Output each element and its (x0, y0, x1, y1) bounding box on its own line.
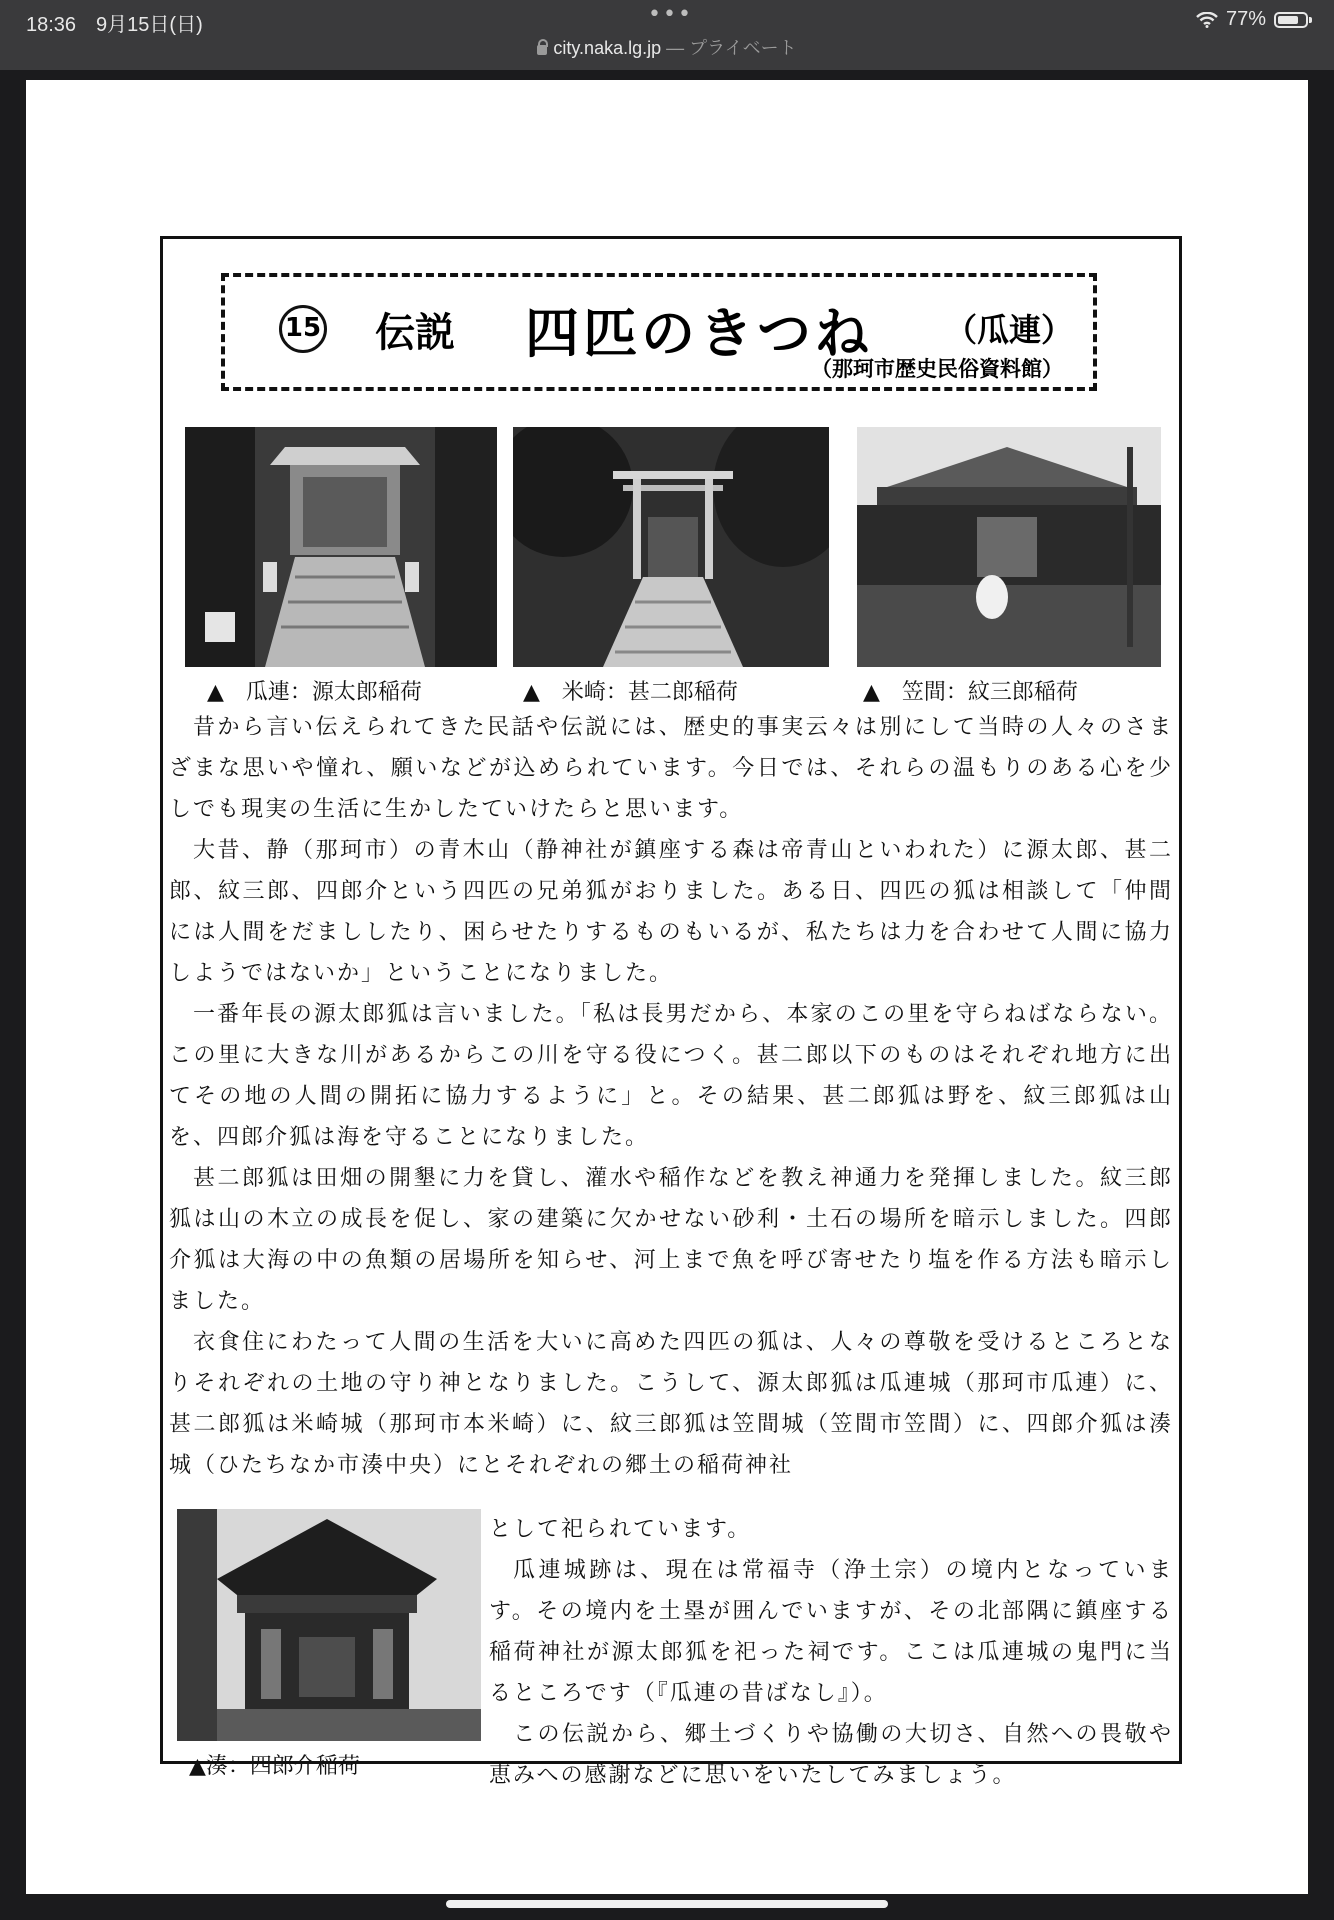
photo-genta-inari (185, 427, 497, 667)
document-page (26, 80, 1308, 1894)
title-number: 15 (279, 305, 327, 353)
battery-fill (1278, 16, 1298, 24)
caption-monzaburo: ▲ 笠間：紋三郎稲荷 (863, 680, 1078, 705)
paragraph: 瓜連城跡は、現在は常福寺（浄土宗）の境内となっています。その境内を土塁が囲んでいますが、その北部隅に鎮座する稲荷神社が源太郎狐を祀った祠です。ここは瓜連城の鬼門に当るところです（『瓜連の昔ばなし』）。 (489, 1558, 1173, 1706)
wifi-icon (1196, 12, 1218, 28)
paragraph: 一番年長の源太郎狐は言いました。「私は長男だから、本家のこの里を守らねばならない。この里に大きな川があるからこの川を守る役につく。甚二郎以下のものはそれぞれ地方に出てその地の人間の開拓に協力するように」と。その結果、甚二郎狐は野を、紋三郎狐は山を、四郎介狐は海を守ることになりました。 (169, 1002, 1173, 1150)
url-mode: プライベート (689, 38, 797, 58)
battery-icon (1274, 12, 1308, 28)
paragraph: 大昔、静（那珂市）の青木山（静神社が鎮座する森は帝青山といわれた）に源太郎、甚二郎、紋三郎、四郎介という四匹の兄弟狐がおりました。ある日、四匹の狐は相談して「仲間には人間をだまししたり、困らせたりするものもいるが、私たちは力を合わせて人間に協力しようではないか」ということになりました。 (169, 838, 1173, 986)
caption-genta: ▲ 瓜連：源太郎稲荷 (207, 680, 422, 705)
photo-shirosuke-inari (177, 1509, 481, 1741)
article-body (169, 707, 1173, 1486)
lock-icon (537, 45, 547, 55)
paragraph: 衣食住にわたって人間の生活を大いに高めた四匹の狐は、人々の尊敬を受けるところとなりそれぞれの土地の守り神となりました。こうして、源太郎狐は瓜連城（那珂市瓜連）に、甚二郎狐は米崎城（那珂市本米崎）に、紋三郎狐は笠間城（笠間市笠間）に、四郎介狐は湊城（ひたちなか市湊中央）にとそれぞれの郷土の稲荷神社 (169, 1330, 1173, 1478)
paragraph: この伝説から、郷土づくりや協働の大切さ、自然への畏敬や恵みへの感謝などに思いをいたしてみましょう。 (489, 1722, 1173, 1788)
title-legend: 伝説 (375, 310, 455, 356)
battery-percent: 77% (1225, 8, 1266, 30)
photo-monzaburo-inari (857, 427, 1161, 667)
title-box (221, 273, 1097, 391)
page-title: 四匹のきつね (525, 302, 873, 365)
status-time: 18:36 9月15日(日) (26, 14, 203, 36)
paragraph: 昔から言い伝えられてきた民話や伝説には、歴史的事実云々は別にして当時の人々のさまざまな思いや憧れ、願いなどが込められています。今日では、それらの温もりのある心を少しでも現実の生活に生かしたていけたらと思います。 (169, 715, 1173, 822)
status-right (1196, 8, 1308, 31)
more-dots-icon[interactable]: ••• (648, 2, 693, 27)
title-place: （瓜連） (945, 311, 1074, 349)
browser-status-bar (0, 0, 1334, 70)
caption-shirosuke: ▲湊：四郎介稲荷 (189, 1754, 360, 1779)
url-domain: city.naka.lg.jp (553, 38, 662, 58)
url-separator: — (661, 38, 690, 58)
caption-jinjiro: ▲ 米崎：甚二郎稲荷 (523, 680, 738, 705)
title-source: （那珂市歴史民俗資料館） (811, 357, 1063, 381)
paragraph: 甚二郎狐は田畑の開墾に力を貸し、灌水や稲作などを教え神通力を発揮しました。紋三郎狐は山の木立の成長を促し、家の建築に欠かせない砂利・土石の場所を暗示しました。四郎介狐は大海の中の魚類の居場所を知らせ、河上まで魚を呼び寄せたり塩を作る方法も暗示しました。 (169, 1166, 1173, 1314)
home-indicator[interactable] (446, 1900, 888, 1908)
article-frame (160, 236, 1182, 1788)
paragraph: として祀られています。 (489, 1517, 752, 1542)
url-bar[interactable] (0, 34, 1334, 60)
photo-jinjiro-inari (513, 427, 829, 667)
bottom-text (489, 1509, 1173, 1796)
